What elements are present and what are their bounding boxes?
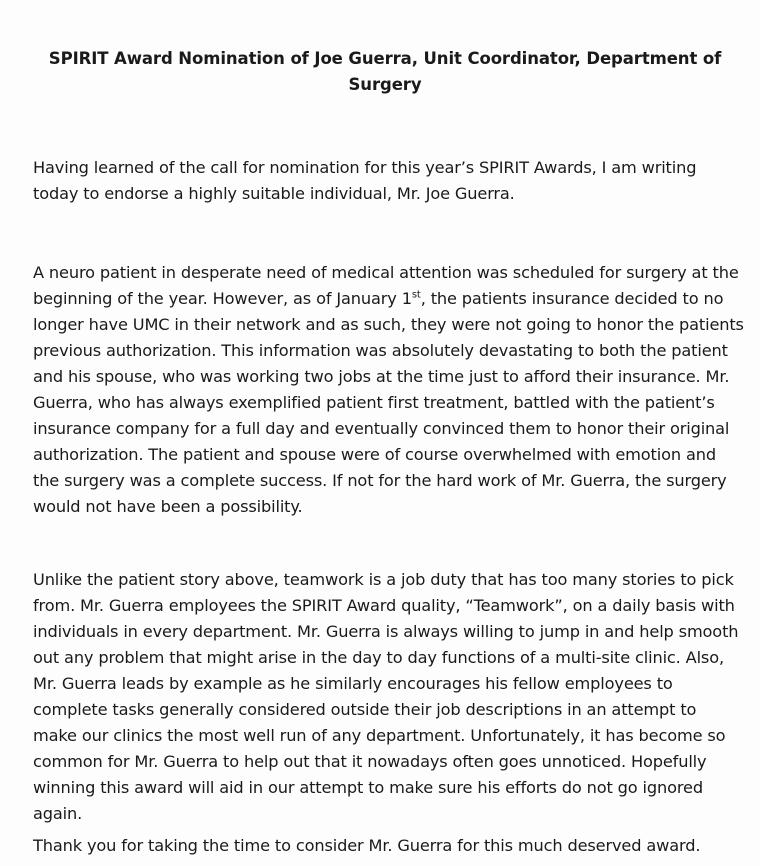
paragraph-patient-story xyxy=(33,260,745,520)
paragraph-patient-story-part-1: A neuro patient in desperate need of medical attention was scheduled for surgery at the beginning of the year. However, as of January 1 xyxy=(33,263,739,308)
paragraph-teamwork: Unlike the patient story above, teamwork is a job duty that has too many stories to pick from. Mr. Guerra employees the SPIRIT Award quality, “Teamwork”, on a daily basis with individuals in every department. Mr. Guerra is always willing to jump in and help smooth out any problem that might arise in the day to day functions of a multi-site clinic. Also, Mr. Guerra leads by example as he similarly encourages his fellow employees to complete tasks generally considered outside their job descriptions in an attempt to make our clinics the most well run of any department. Unfortunately, it has become so common for Mr. Guerra to help out that it nowadays often goes unnoticed. Hopefully winning this award will aid in our attempt to make sure his efforts do not go ignored again. xyxy=(33,570,739,823)
document-title: SPIRIT Award Nomination of Joe Guerra, Unit Coordinator, Department of Surgery xyxy=(48,49,722,94)
paragraph-patient-story-part-2: , the patients insurance decided to no longer have UMC in their network and as such, they were not going to honor the patients previous authorization. This information was absolutely devastating to both the patient and his spouse, who was working two jobs at the time just to afford their insurance. Mr. Guerra, who has always exemplified patient first treatment, battled with the patient’s insurance company for a full day and eventually convinced them to honor their original authorization. The patient and spouse were of course overwhelmed with emotion and the surgery was a complete success. If not for the hard work of Mr. Guerra, the surgery would not have been a possibility. xyxy=(33,289,744,516)
ordinal-superscript: st xyxy=(411,289,421,301)
paragraph-closing: Thank you for taking the time to consider Mr. Guerra for this much deserved award. xyxy=(33,836,701,855)
paragraph-intro: Having learned of the call for nomination for this year’s SPIRIT Awards, I am writing today to endorse a highly suitable individual, Mr. Joe Guerra. xyxy=(33,158,697,203)
